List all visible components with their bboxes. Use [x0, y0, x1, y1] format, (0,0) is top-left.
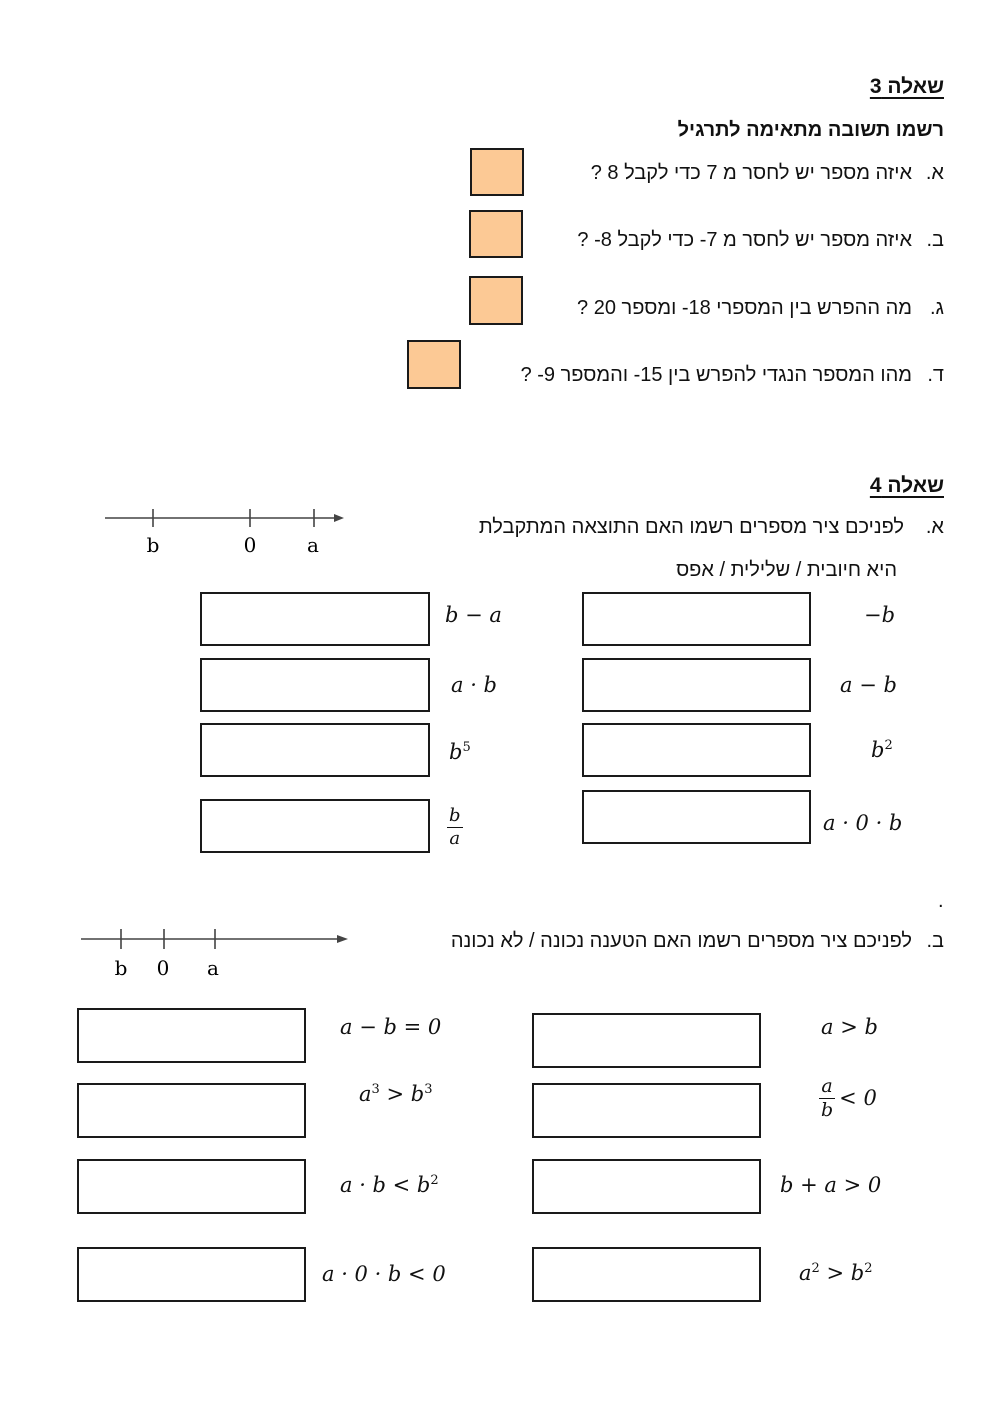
q3-item-c-letter: ג. — [929, 297, 944, 319]
stray-dot: . — [938, 890, 944, 912]
q4a-tick-label-0: 0 — [243, 533, 257, 557]
q3-item-c-text: מה ההפרש בין המספרי 18- ומספר 20 ? — [577, 297, 912, 319]
q4b-right-answer-box-3[interactable] — [532, 1159, 761, 1214]
q4b-right-expr-2: $\frac{a}{b}$ < 0 — [821, 1075, 877, 1121]
q3-item-d-text: מהו המספר הנגדי להפרש בין 15- והמספר 9- ? — [520, 364, 912, 386]
q4-title: שאלה 4 — [869, 474, 944, 497]
q3-instruction: רשמו תשובה מתאימה לתרגיל — [677, 119, 944, 141]
q3-item-a-answer-box[interactable] — [470, 148, 524, 196]
q4a-left-expr-4: $\frac{b}{a}$ — [449, 805, 461, 849]
q3-item-a-text: איזה מספר יש לחסר מ 7 כדי לקבל 8 ? — [590, 162, 912, 184]
q4a-text-line1: לפניכם ציר מספרים רשמו האם התוצאה המתקבלת — [478, 516, 904, 538]
q4b-left-input-4[interactable] — [79, 1249, 308, 1302]
q4a-right-expr-3: $b^2$ — [871, 738, 893, 762]
q3-item-b-input[interactable] — [471, 212, 525, 258]
q4b-left-answer-box-2[interactable] — [77, 1083, 306, 1138]
q4a-right-expr-4: a · 0 · b — [823, 811, 903, 835]
q4b-left-expr-3: $a \cdot b < b^2$ — [340, 1173, 439, 1197]
q4b-right-input-4[interactable] — [534, 1249, 763, 1302]
q3-item-c-answer-box[interactable] — [469, 276, 523, 325]
q4a-right-input-1[interactable] — [584, 594, 813, 646]
q4a-left-expr-2: a · b — [451, 673, 497, 697]
q4a-tick-label-b: b — [146, 533, 160, 557]
q4a-right-answer-box-2[interactable] — [582, 658, 811, 712]
q4a-right-expr-1: −b — [864, 603, 896, 627]
q4b-right-expr-1: a > b — [821, 1015, 878, 1039]
q4a-right-input-3[interactable] — [584, 725, 813, 777]
q4a-left-input-3[interactable] — [202, 725, 432, 777]
q4b-right-input-3[interactable] — [534, 1161, 763, 1214]
q4a-left-answer-box-1[interactable] — [200, 592, 430, 646]
q4a-left-answer-box-3[interactable] — [200, 723, 430, 777]
q4a-left-input-2[interactable] — [202, 660, 432, 712]
q3-item-b-letter: ב. — [926, 229, 944, 251]
q3-item-a-input[interactable] — [472, 150, 526, 196]
q4b-right-expr-3: b + a > 0 — [780, 1173, 882, 1197]
q4a-number-line — [100, 505, 350, 560]
q4a-left-input-4[interactable] — [202, 801, 432, 853]
q4b-right-input-1[interactable] — [534, 1015, 763, 1068]
q4b-text: לפניכם ציר מספרים רשמו האם הטענה נכונה / לא נכונה — [450, 930, 912, 952]
q4a-right-answer-box-1[interactable] — [582, 592, 811, 646]
q3-item-a-letter: א. — [925, 162, 944, 184]
q4a-letter: א. — [925, 516, 944, 538]
q4b-left-input-3[interactable] — [79, 1161, 308, 1214]
q4b-left-expr-1: a − b = 0 — [340, 1015, 442, 1039]
q4b-left-answer-box-4[interactable] — [77, 1247, 306, 1302]
q4a-tick-label-a: a — [307, 533, 319, 557]
q4b-right-answer-box-4[interactable] — [532, 1247, 761, 1302]
q4b-right-expr-4: $a^2 > b^2$ — [799, 1261, 873, 1285]
q4b-left-expr-4: a · 0 · b < 0 — [322, 1262, 446, 1286]
q4b-number-line — [76, 925, 356, 983]
q3-item-d-input[interactable] — [409, 342, 463, 389]
q3-item-b-text: איזה מספר יש לחסר מ 7- כדי לקבל 8- ? — [577, 229, 912, 251]
q4a-right-expr-2: a − b — [840, 673, 897, 697]
q3-item-d-letter: ד. — [927, 364, 944, 386]
q4a-right-answer-box-3[interactable] — [582, 723, 811, 777]
q4b-tick-label-b: b — [114, 956, 128, 980]
q3-item-c-input[interactable] — [471, 278, 525, 325]
q4a-right-input-2[interactable] — [584, 660, 813, 712]
q3-item-d-answer-box[interactable] — [407, 340, 461, 389]
q4a-text-line2: היא חיובית / שלילית / אפס — [676, 559, 897, 581]
q4a-left-answer-box-4[interactable] — [200, 799, 430, 853]
q4b-right-answer-box-2[interactable] — [532, 1083, 761, 1138]
q4b-left-answer-box-1[interactable] — [77, 1008, 306, 1063]
q4b-left-expr-2: $a^3 > b^3$ — [359, 1082, 433, 1106]
q4a-right-answer-box-4[interactable] — [582, 790, 811, 844]
q4a-left-expr-3: $b^5$ — [449, 740, 471, 764]
q3-item-b-answer-box[interactable] — [469, 210, 523, 258]
q4b-right-answer-box-1[interactable] — [532, 1013, 761, 1068]
q4b-left-input-2[interactable] — [79, 1085, 308, 1138]
q4b-right-input-2[interactable] — [534, 1085, 763, 1138]
q4b-letter: ב. — [926, 930, 944, 952]
q3-title: שאלה 3 — [869, 75, 944, 98]
q4b-tick-label-a: a — [207, 956, 219, 980]
q4a-left-expr-1: b − a — [445, 603, 502, 627]
q4a-left-input-1[interactable] — [202, 594, 432, 646]
q4b-left-input-1[interactable] — [79, 1010, 308, 1063]
q4a-left-answer-box-2[interactable] — [200, 658, 430, 712]
q4b-tick-label-0: 0 — [156, 956, 170, 980]
q4a-right-input-4[interactable] — [584, 792, 813, 844]
q4b-left-answer-box-3[interactable] — [77, 1159, 306, 1214]
